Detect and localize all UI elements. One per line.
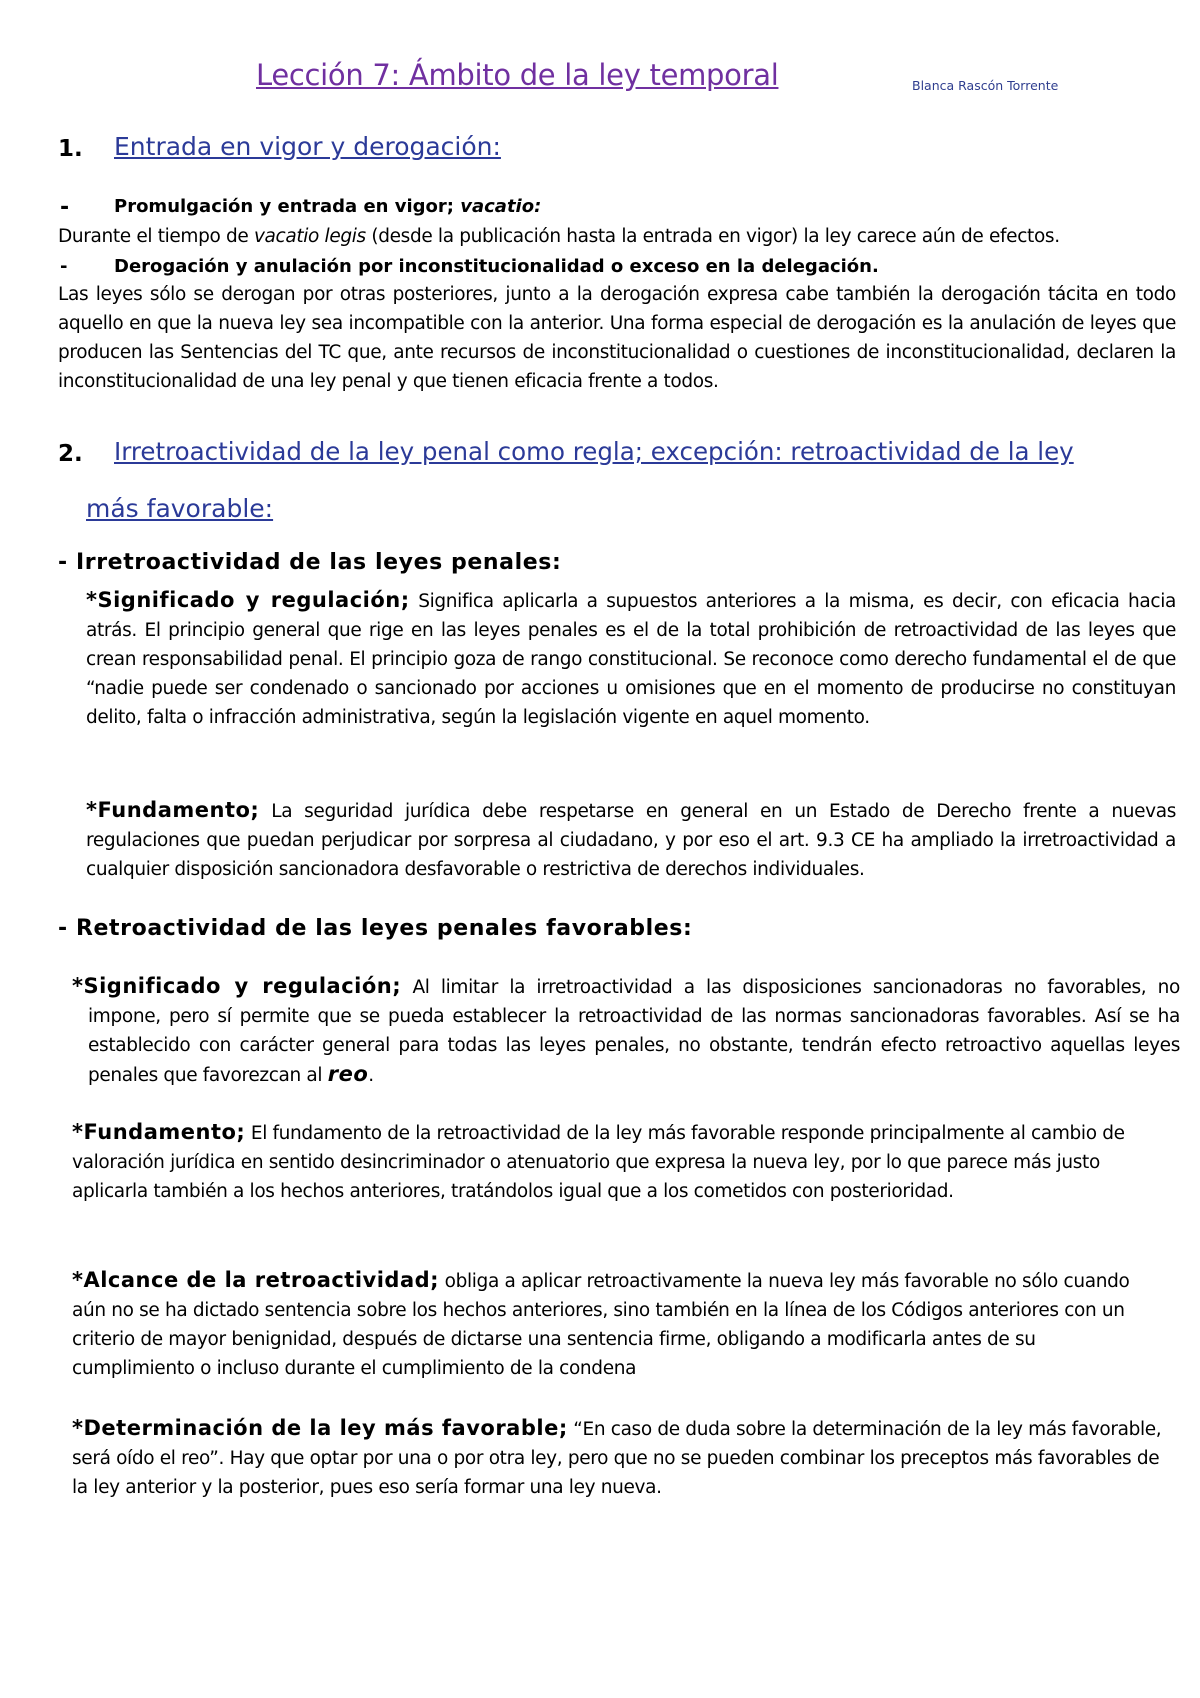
item-1-text: Durante el tiempo de vacatio legis (desde la publicación hasta la entrada en vigor) la ley carece aún de efectos. <box>58 226 1060 247</box>
item-2-text: Las leyes sólo se derogan por otras posteriores, junto a la derogación expresa cabe también la derogación tácita en todo aquello en que la nueva ley sea incompatible con la anterior. Una forma especial de derogación es la anulación de leyes que producen las Sentencias del TC que, ante recursos de inconstitucionalidad o cuestiones de inconstitucionalidad, declaren la inconstitucionalidad de una ley penal y que tienen eficacia frente a todos. <box>58 284 1176 392</box>
topic-label: *Alcance de la retroactividad; <box>72 1268 440 1292</box>
section-1-number: 1. <box>58 136 83 162</box>
section-2-heading-line1: Irretroactividad de la ley penal como regla; excepción: retroactividad de la ley <box>114 437 1074 466</box>
topic-label: *Significado y regulación; <box>72 974 402 998</box>
topic-label: *Determinación de la ley más favorable; <box>72 1416 568 1440</box>
emphasis-reo: reo <box>327 1062 369 1086</box>
topic-significado-2: *Significado y regulación; Al limitar la irretroactividad a las disposiciones sancionadoras no favorables, no impone, pero sí permite que se pueda establecer la retroactividad de las normas sancionadoras favorables. Así se ha establecido con carácter general para todas las leyes penales, no obstante, tendrán efecto retroactivo aquellas leyes penales que favorezcan al reo. <box>72 974 1180 1086</box>
bullet-marker: - <box>60 195 70 220</box>
subsection-irretroactividad-heading: - Irretroactividad de las leyes penales: <box>58 550 562 575</box>
item-2-label: Derogación y anulación por inconstitucionalidad o exceso en la delegación. <box>114 256 879 277</box>
topic-fundamento-1: *Fundamento; La seguridad jurídica debe respetarse en general en un Estado de Derecho frente a nuevas regulaciones que puedan perjudicar por sorpresa al ciudadano, y por eso el art. 9.3 CE ha ampliado la irretroactividad a cualquier disposición sancionadora desfavorable o restrictiva de derechos individuales. <box>86 798 1176 880</box>
section-2-number: 2. <box>58 441 83 467</box>
item-1-label: Promulgación y entrada en vigor; vacatio: <box>114 196 542 217</box>
page-title: Lección 7: Ámbito de la ley temporal <box>256 58 779 92</box>
topic-label: *Fundamento; <box>72 1120 246 1144</box>
topic-fundamento-2: *Fundamento; El fundamento de la retroactividad de la ley más favorable responde principalmente al cambio de valoración jurídica en sentido desincriminador o atenuatorio que expresa la nueva ley, por lo que parece más justo aplicarla también a los hechos anteriores, tratándolos igual que a los cometidos con posterioridad. <box>72 1120 1125 1202</box>
topic-label: *Fundamento; <box>86 798 260 822</box>
topic-alcance: *Alcance de la retroactividad; obliga a aplicar retroactivamente la nueva ley más favorable no sólo cuando aún no se ha dictado sentencia sobre los hechos anteriores, sino también en la línea de los Códigos anteriores con un criterio de mayor benignidad, después de dictarse una sentencia firme, obligando a modificarla antes de su cumplimiento o incluso durante el cumplimiento de la condena <box>72 1268 1130 1379</box>
topic-significado-1: *Significado y regulación; Significa aplicarla a supuestos anteriores a la misma, es decir, con eficacia hacia atrás. El principio general que rige en las leyes penales es el de la total prohibición de retroactividad de las leyes que crean responsabilidad penal. El principio goza de rango constitucional. Se reconoce como derecho fundamental el de que “nadie puede ser condenado o sancionado por acciones u omisiones que en el momento de producirse no constituyan delito, falta o infracción administrativa, según la legislación vigente en aquel momento. <box>86 588 1176 728</box>
section-1-heading: Entrada en vigor y derogación: <box>114 132 501 161</box>
author-name: Blanca Rascón Torrente <box>912 78 1059 93</box>
topic-determinacion: *Determinación de la ley más favorable; “En caso de duda sobre la determinación de la ley más favorable, será oído el reo”. Hay que optar por una o por otra ley, pero que no se pueden combinar los preceptos más favorables de la ley anterior y la posterior, pues eso sería formar una ley nueva. <box>72 1416 1162 1498</box>
section-2-heading-line2: más favorable: <box>86 494 274 523</box>
bullet-marker: - <box>60 256 68 277</box>
subsection-retroactividad-heading: - Retroactividad de las leyes penales favorables: <box>58 916 693 941</box>
topic-label: *Significado y regulación; <box>86 588 410 612</box>
